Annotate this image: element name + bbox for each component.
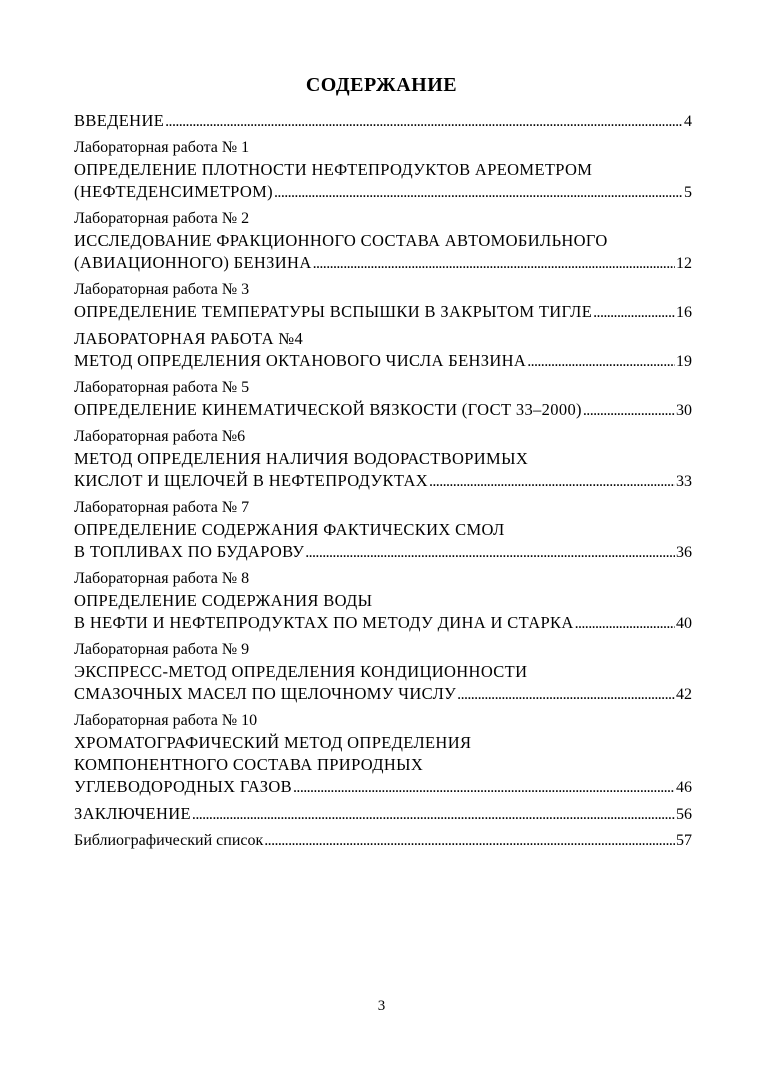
toc-title-last-line: (НЕФТЕДЕНСИМЕТРОМ): [74, 182, 274, 201]
table-of-contents: [74, 110, 692, 852]
toc-title-last-line: СМАЗОЧНЫХ МАСЕЛ ПО ЩЕЛОЧНОМУ ЧИСЛУ: [74, 684, 457, 703]
toc-title-line: МЕТОД ОПРЕДЕЛЕНИЯ НАЛИЧИЯ ВОДОРАСТВОРИМЫХ: [74, 449, 529, 468]
toc-title-line: ОПРЕДЕЛЕНИЕ СОДЕРЖАНИЯ ВОДЫ: [74, 591, 373, 610]
toc-entry-title: ВВЕДЕНИЕ: [74, 111, 165, 130]
dot-leader: [274, 182, 683, 204]
toc-title-line: ЭКСПРЕСС-МЕТОД ОПРЕДЕЛЕНИЯ КОНДИЦИОННОСТИ: [74, 662, 528, 681]
lab-label: Лабораторная работа № 9: [74, 641, 250, 658]
dot-leader: [583, 400, 675, 422]
lab-label: Лабораторная работа № 2: [74, 210, 250, 227]
lab-label: Лабораторная работа № 10: [74, 712, 258, 729]
toc-page-number: 56: [676, 806, 692, 823]
toc-title-last-line: ОПРЕДЕЛЕНИЕ КИНЕМАТИЧЕСКОЙ ВЯЗКОСТИ (ГОСТ 33–2000): [74, 400, 582, 419]
toc-page-number: 57: [676, 832, 692, 849]
dot-leader: [192, 804, 675, 826]
toc-leader-line[interactable]: [74, 776, 692, 798]
toc-title-last-line: КИСЛОТ И ЩЕЛОЧЕЙ В НЕФТЕПРОДУКТАХ: [74, 471, 428, 490]
toc-title-last-line: (АВИАЦИОННОГО) БЕНЗИНА: [74, 253, 312, 272]
toc-title-last-line: МЕТОД ОПРЕДЕЛЕНИЯ ОКТАНОВОГО ЧИСЛА БЕНЗИНА: [74, 351, 527, 370]
toc-title-line: КОМПОНЕНТНОГО СОСТАВА ПРИРОДНЫХ: [74, 755, 424, 774]
toc-leader-line[interactable]: [74, 803, 692, 825]
dot-leader: [264, 830, 675, 852]
toc-leader-line[interactable]: [74, 612, 692, 634]
dot-leader: [313, 253, 675, 275]
toc-page-number: 40: [676, 615, 692, 632]
toc-leader-line[interactable]: [74, 252, 692, 274]
toc-page-number: 4: [684, 113, 692, 130]
dot-leader: [575, 613, 675, 635]
toc-page-number: 19: [676, 353, 692, 370]
toc-entry-lab-5: [74, 377, 692, 421]
toc-leader-line[interactable]: [74, 470, 692, 492]
toc-entry-lab-9: [74, 639, 692, 705]
toc-title-line: ОПРЕДЕЛЕНИЕ СОДЕРЖАНИЯ ФАКТИЧЕСКИХ СМОЛ: [74, 520, 505, 539]
toc-page-number: 12: [676, 255, 692, 272]
toc-entry-lab-10: [74, 710, 692, 798]
toc-title-line: ХРОМАТОГРАФИЧЕСКИЙ МЕТОД ОПРЕДЕЛЕНИЯ: [74, 733, 472, 752]
dot-leader: [457, 684, 675, 706]
dot-leader: [165, 111, 683, 133]
toc-page-number: 33: [676, 473, 692, 490]
toc-title-line: ИССЛЕДОВАНИЕ ФРАКЦИОННОГО СОСТАВА АВТОМОБИЛЬНОГО: [74, 231, 608, 250]
toc-page-number: 5: [684, 184, 692, 201]
lab-label: Лабораторная работа № 1: [74, 139, 250, 156]
toc-entry-lab-4: [74, 328, 692, 372]
toc-entry-intro: [74, 110, 692, 132]
lab-label: Лабораторная работа № 8: [74, 570, 250, 587]
toc-title-last-line: В ТОПЛИВАХ ПО БУДАРОВУ: [74, 542, 305, 561]
toc-entry-lab-2: [74, 208, 692, 274]
page-number: 3: [377, 998, 386, 1014]
dot-leader: [527, 351, 675, 373]
toc-leader-line[interactable]: [74, 350, 692, 372]
toc-page-number: 16: [676, 304, 692, 321]
toc-leader-line[interactable]: [74, 830, 692, 852]
dot-leader: [429, 471, 675, 493]
toc-entry-lab-6: [74, 426, 692, 492]
toc-title-last-line: В НЕФТИ И НЕФТЕПРОДУКТАХ ПО МЕТОДУ ДИНА И СТАРКА: [74, 613, 574, 632]
lab-label: Лабораторная работа № 3: [74, 281, 250, 298]
toc-entry-conclusion: [74, 803, 692, 825]
toc-page-number: 30: [676, 402, 692, 419]
toc-entry-lab-7: [74, 497, 692, 563]
page-title: СОДЕРЖАНИЕ: [305, 74, 458, 96]
toc-title-last-line: УГЛЕВОДОРОДНЫХ ГАЗОВ: [74, 777, 293, 796]
lab-label: Лабораторная работа № 7: [74, 499, 250, 516]
toc-page-number: 46: [676, 779, 692, 796]
dot-leader: [293, 777, 675, 799]
dot-leader: [593, 302, 675, 324]
lab-label: Лабораторная работа № 5: [74, 379, 250, 396]
lab-label: Лабораторная работа №6: [74, 428, 246, 445]
toc-entry-lab-8: [74, 568, 692, 634]
toc-leader-line[interactable]: [74, 683, 692, 705]
lab-label: ЛАБОРАТОРНАЯ РАБОТА №4: [74, 329, 304, 348]
toc-entry-lab-3: [74, 279, 692, 323]
toc-leader-line[interactable]: [74, 110, 692, 132]
toc-entry-title: Библиографический список: [74, 832, 264, 849]
toc-leader-line[interactable]: [74, 301, 692, 323]
toc-page-number: 36: [676, 544, 692, 561]
toc-entry-lab-1: [74, 137, 692, 203]
toc-leader-line[interactable]: [74, 181, 692, 203]
toc-title-last-line: ОПРЕДЕЛЕНИЕ ТЕМПЕРАТУРЫ ВСПЫШКИ В ЗАКРЫТОМ ТИГЛЕ: [74, 302, 593, 321]
toc-leader-line[interactable]: [74, 541, 692, 563]
toc-entry-bibliography: [74, 830, 692, 852]
dot-leader: [305, 542, 675, 564]
toc-leader-line[interactable]: [74, 399, 692, 421]
toc-title-line: ОПРЕДЕЛЕНИЕ ПЛОТНОСТИ НЕФТЕПРОДУКТОВ АРЕОМЕТРОМ: [74, 160, 593, 179]
toc-page-number: 42: [676, 686, 692, 703]
toc-entry-title: ЗАКЛЮЧЕНИЕ: [74, 804, 191, 823]
